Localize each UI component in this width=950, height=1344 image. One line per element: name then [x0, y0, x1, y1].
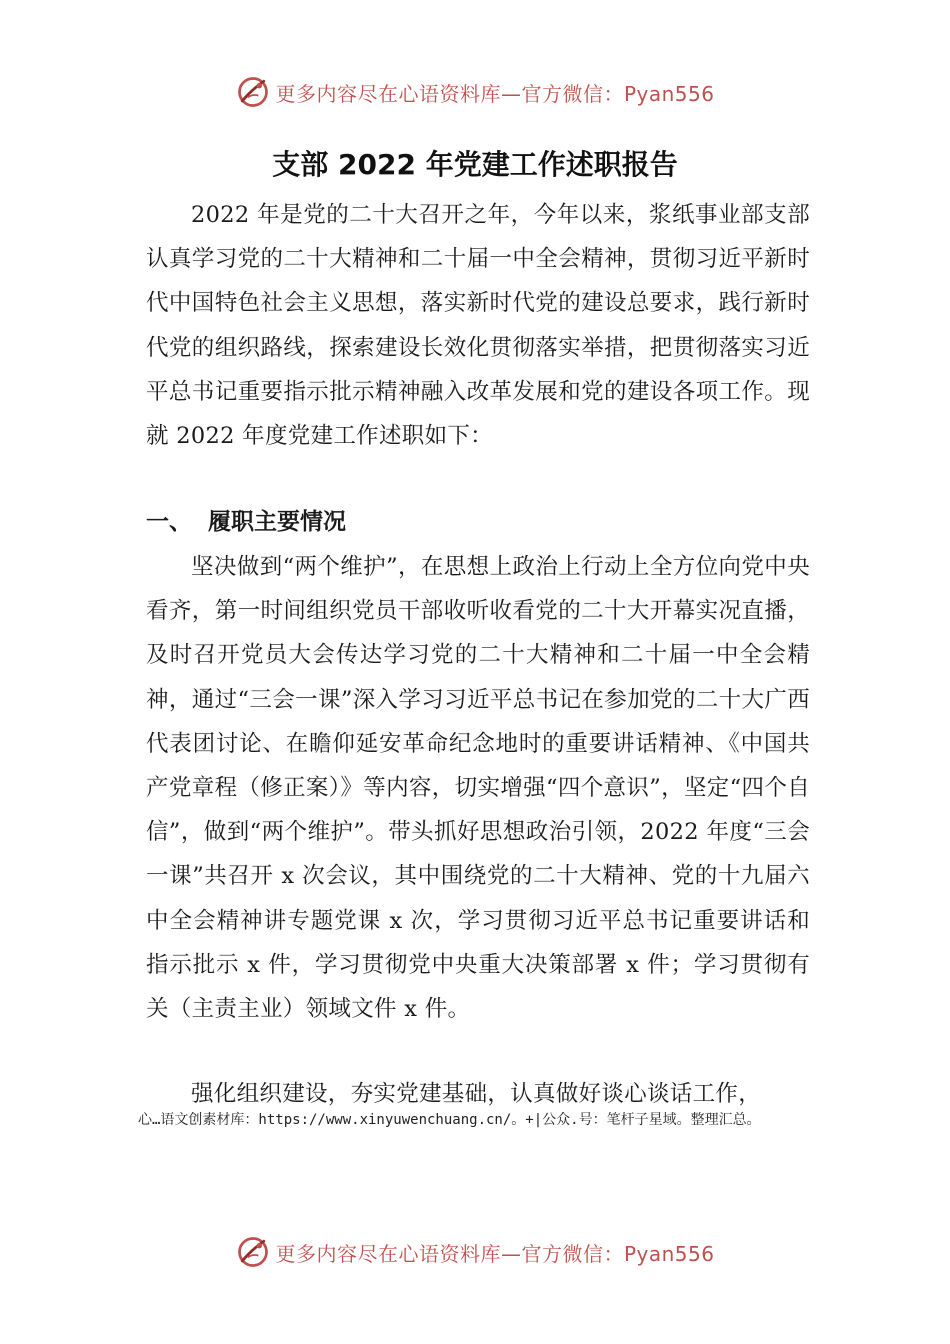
footnote: 心…语文创素材库：https://www.xinyuwenchuang.cn/。+|公众.号：笔杆子星域。整理汇总。 [138, 1112, 761, 1128]
section-heading: 一、 履职主要情况 [146, 509, 347, 535]
brush-logo-icon [235, 1234, 271, 1270]
watermark-banner-top [0, 70, 950, 114]
watermark-text: 更多内容尽在心语资料库—官方微信：Pyan556 [275, 1241, 715, 1266]
brush-logo-icon [235, 74, 271, 110]
body-paragraph: 坚决做到“两个维护”，在思想上政治上行动上全方位向党中央看齐，第一时间组织党员干部收听收看党的二十大开幕实况直播，及时召开党员大会传达学习党的二十大精神和二十届一中全会精神，通过“三会一课”深入学习习近平总书记在参加党的二十大广西代表团讨论、在瞻仰延安革命纪念地时的重要讲话精神、《中国共产党章程（修正案）》等内容，切实增强“四个意识”，坚定“四个自信”，做到“两个维护”。带头抓好思想政治引领，2022 年度“三会一课”共召开 x 次会议，其中围绕党的二十大精神、党的十九届六中全会精神讲专题党课 x 次，学习贯彻习近平总书记重要讲话和指示批示 x 件，学习贯彻党中央重大决策部署 x 件；学习贯彻有关（主责主业）领域文件 x 件。 [146, 554, 810, 1023]
body-paragraph-continued: 强化组织建设，夯实党建基础，认真做好谈心谈话工作， [191, 1081, 762, 1107]
watermark-banner-bottom [0, 1230, 950, 1274]
intro-paragraph: 2022 年是党的二十大召开之年，今年以来，浆纸事业部支部认真学习党的二十大精神和二十届一中全会精神，贯彻习近平新时代中国特色社会主义思想，落实新时代党的建设总要求，践行新时代党的组织路线，探索建设长效化贯彻落实举措，把贯彻落实习近平总书记重要指示批示精神融入改革发展和党的建设各项工作。现就 2022 年度党建工作述职如下： [146, 202, 810, 450]
watermark-text: 更多内容尽在心语资料库—官方微信：Pyan556 [275, 81, 715, 106]
document-title: 支部 2022 年党建工作述职报告 [272, 147, 678, 181]
